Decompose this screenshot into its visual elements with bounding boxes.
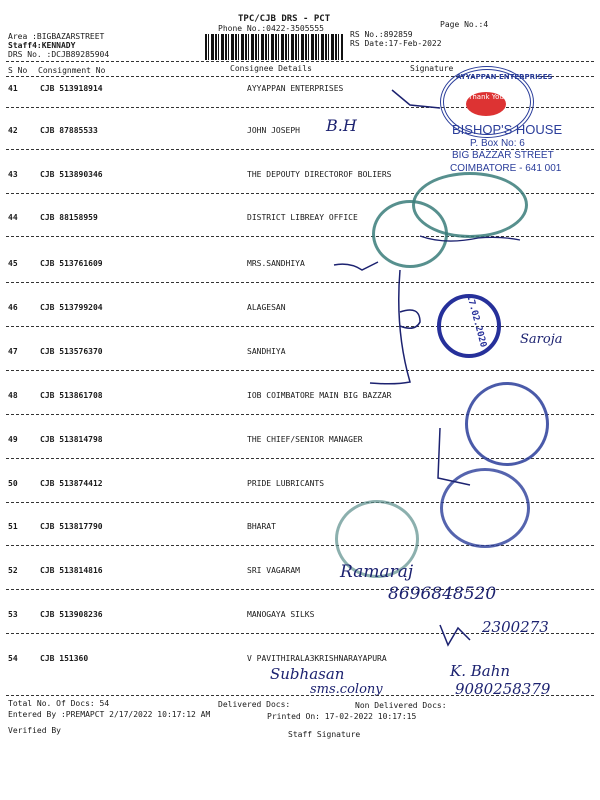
row-sno: 52 [8, 566, 18, 575]
row-consignment-no: CJB 513814816 [40, 566, 103, 575]
row-consignee: THE CHIEF/SENIOR MANAGER [247, 435, 363, 444]
col-signature: Signature [410, 64, 454, 73]
signature-54-d: 9080258379 [455, 680, 551, 698]
row-sno: 49 [8, 435, 18, 444]
row-consignment-no: CJB 513817790 [40, 522, 103, 531]
page-number: Page No.:4 [440, 20, 489, 29]
row-consignee: IOB COIMBATORE MAIN BIG BAZZAR [247, 391, 392, 400]
row-consignee: JOHN JOSEPH [247, 126, 300, 135]
delivered-docs: Delivered Docs: [218, 700, 291, 709]
row-sno: 47 [8, 347, 18, 356]
row-consignee: DISTRICT LIBREAY OFFICE [247, 213, 358, 222]
row-sno: 53 [8, 610, 18, 619]
row-sno: 46 [8, 303, 18, 312]
thank-you-badge: Thank You [466, 92, 506, 116]
row-consignee: MANOGAYA SILKS [247, 610, 315, 619]
row-consignment-no: CJB 513874412 [40, 479, 103, 488]
row-consignee: SRI VAGARAM [247, 566, 300, 575]
printed-on: Printed On: 17-02-2022 10:17:15 [267, 712, 417, 721]
row-consignment-no: CJB 513576370 [40, 347, 103, 356]
row-sno: 43 [8, 170, 18, 179]
document-title: TPC/CJB DRS - PCT [238, 14, 331, 24]
phone-number: Phone No.:0422-3505555 [218, 24, 324, 33]
row-consignment-no: CJB 513814798 [40, 435, 103, 444]
row-consignment-no: CJB 513908236 [40, 610, 103, 619]
row-consignee: V PAVITHIRALA3KRISHNARAYAPURA [247, 654, 387, 663]
row-consignee: THE DEPOUTY DIRECTOROF BOLIERS [247, 170, 392, 179]
row-consignee: ALAGESAN [247, 303, 286, 312]
row-sno: 41 [8, 84, 18, 93]
signature-42: B.H [326, 116, 357, 135]
row-consignment-no: CJB 88158959 [40, 213, 98, 222]
bishops-house-stamp: BISHOP'S HOUSE [452, 122, 563, 137]
rs-number: RS No.:892859 [350, 30, 413, 39]
row-sno: 42 [8, 126, 18, 135]
signature-52-name: Ramaraj [340, 562, 414, 582]
row-consignment-no: CJB 513799204 [40, 303, 103, 312]
signature-47: Saroja [520, 332, 563, 347]
staff-label: Staff4:KENNADY [8, 41, 76, 50]
city-stamp: COIMBATORE - 641 001 [450, 163, 562, 174]
signature-53: 2300273 [482, 618, 549, 636]
col-sno: S No [8, 66, 28, 75]
signature-54-c: K. Bahn [450, 662, 511, 680]
signature-54-a: Subhasan [270, 665, 345, 683]
row-consignment-no: CJB 513761609 [40, 259, 103, 268]
row-sno: 44 [8, 213, 18, 222]
row-sno: 48 [8, 391, 18, 400]
row-consignee: BHARAT [247, 522, 276, 531]
col-consignment: Consignment No [38, 66, 106, 75]
row-consignee: PRIDE LUBRICANTS [247, 479, 325, 488]
row-sno: 54 [8, 654, 18, 663]
row-sno: 51 [8, 522, 18, 531]
total-docs: Total No. Of Docs: 54 [8, 699, 110, 708]
row-consignee: AYYAPPAN ENTERPRISES [247, 84, 344, 93]
row-consignment-no: CJB 151360 [40, 654, 89, 663]
non-delivered-docs: Non Delivered Docs: [355, 701, 447, 710]
entered-by: Entered By :PREMAPCT 2/17/2022 10:17:12 AM [8, 710, 211, 719]
row-sno: 50 [8, 479, 18, 488]
area-label: Area :BIGBAZARSTREET [8, 32, 105, 41]
row-consignee: SANDHIYA [247, 347, 286, 356]
signature-54-b: sms.colony [310, 682, 383, 697]
row-consignment-no: CJB 513890346 [40, 170, 103, 179]
row-consignee: MRS.SANDHIYA [247, 259, 305, 268]
drs-number: DRS No. :DCJB89285904 [8, 50, 110, 59]
staff-signature: Staff Signature [288, 730, 361, 739]
date-stamp-text: 17.02.2020 [464, 293, 488, 349]
col-consignee: Consignee Details [230, 64, 312, 73]
footer-divider [6, 695, 594, 696]
po-box-stamp: P. Box No: 6 [470, 138, 525, 149]
street-stamp: BIG BAZZAR STREET [452, 150, 554, 161]
row-sno: 45 [8, 259, 18, 268]
verified-by: Verified By [8, 726, 61, 735]
row-consignment-no: CJB 87885533 [40, 126, 98, 135]
row-consignment-no: CJB 513918914 [40, 84, 103, 93]
rs-date: RS Date:17-Feb-2022 [350, 39, 442, 48]
ayyappan-stamp-ring-text: AYYAPPAN ENTERPRISES [456, 73, 553, 81]
signature-52-phone: 8696848520 [388, 584, 497, 604]
row-consignment-no: CJB 513861708 [40, 391, 103, 400]
